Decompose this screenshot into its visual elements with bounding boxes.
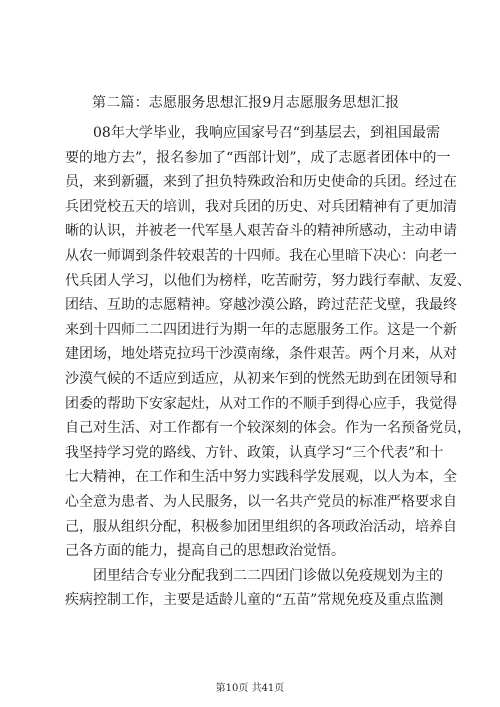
paragraph-line: 要的地方去”，报名参加了“西部计划”，成了志愿者团体中的一	[65, 149, 451, 166]
paragraph-line: 兵团党校五天的培训，我对兵团的历史、对兵团精神有了更加清	[65, 198, 457, 215]
paragraph-line: 团结、互助的志愿精神。穿越沙漠公路，跨过茫茫戈壁，我最终	[65, 297, 457, 314]
paragraph-line: 08年大学毕业，我响应国家号召“到基层去，到祖国最需	[93, 125, 440, 141]
body-text	[65, 121, 471, 613]
paragraph-line: 七大精神，在工作和生活中努力实践科学发展观，以人为本，全	[65, 469, 457, 486]
paragraph-line: 员，来到新疆，来到了担负特殊政治和历史使命的兵团。经过在	[65, 174, 457, 191]
paragraph-line: 团委的帮助下安家起灶，从对工作的不顺手到得心应手，我觉得	[65, 395, 457, 412]
paragraph-line: 沙漠气候的不适应到适应，从初来乍到的恍然无助到在团领导和	[65, 370, 457, 387]
paragraph-line: 从农一师调到条件较艰苦的十四师。我在心里暗下决心：向老一	[65, 247, 457, 264]
paragraph-line: 己各方面的能力，提高自己的思想政治觉悟。	[65, 543, 345, 560]
paragraph-line: 晰的认识，并被老一代军垦人艰苦奋斗的精神所感动，主动申请	[65, 223, 457, 240]
page-number-footer: 第10页 共41页	[215, 683, 285, 694]
paragraph-line: 建团场，地处塔克拉玛干沙漠南缘，条件艰苦。两个月来，从对	[65, 346, 457, 363]
paragraph-line: 己，服从组织分配，积极参加团里组织的各项政治活动，培养自	[65, 518, 457, 535]
paragraph-line: 心全意为患者、为人民服务，以一名共产党员的标准严格要求自	[65, 493, 457, 510]
paragraph-line: 我坚持学习党的路线、方针、政策，认真学习“三个代表”和十	[65, 444, 444, 461]
paragraph-line: 来到十四师二二四团进行为期一年的志愿服务工作。这是一个新	[65, 321, 457, 338]
paragraph-line: 自己对生活、对工作都有一个较深刻的体会。作为一名预备党员，	[65, 420, 471, 437]
paragraph-line: 疾病控制工作，主要是适龄儿童的“五苗”常规免疫及重点监测	[65, 592, 444, 609]
paragraph-line: 团里结合专业分配我到二二四团门诊做以免疫规划为主的	[93, 567, 443, 584]
section-title: 第二篇：志愿服务思想汇报9月志愿服务思想汇报	[92, 95, 400, 111]
paragraph-line: 代兵团人学习，以他们为榜样，吃苦耐劳，努力践行奉献、友爱、	[65, 272, 471, 289]
